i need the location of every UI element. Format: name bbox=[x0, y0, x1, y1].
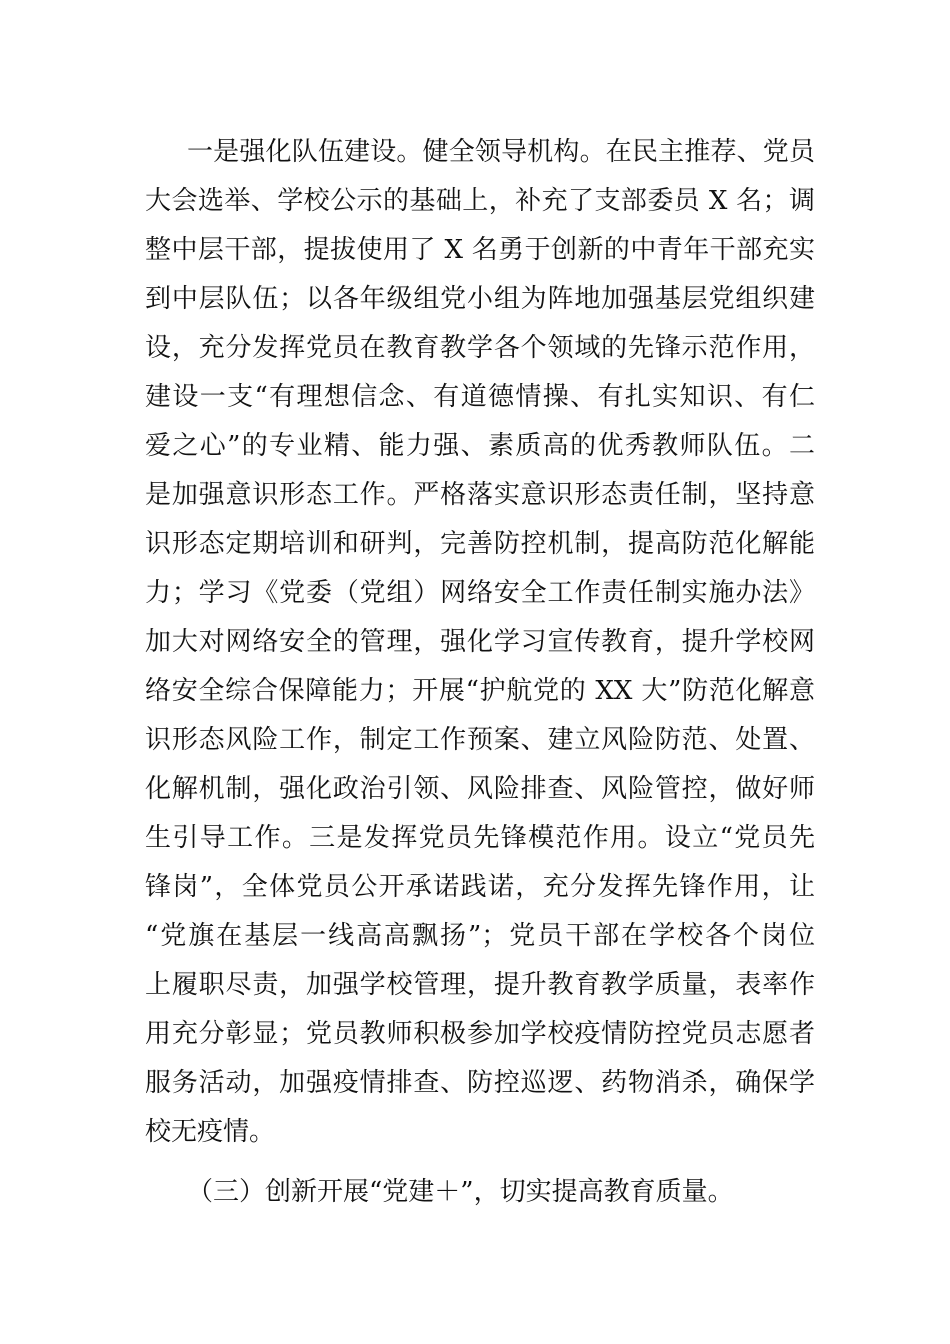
paragraph-line-13: 识形态风险工作，制定工作预案、建立风险防范、处置、 bbox=[145, 725, 815, 755]
paragraph-line-17: “党旗在基层一线高高飘扬”；党员干部在学校各个岗位 bbox=[145, 921, 815, 951]
paragraph-line-21: 校无疫情。 bbox=[145, 1117, 276, 1147]
paragraph-line-16: 锋岗”，全体党员公开承诺践诺，充分发挥先锋作用，让 bbox=[145, 872, 815, 902]
paragraph-line-18: 上履职尽责，加强学校管理，提升教育教学质量，表率作 bbox=[145, 970, 815, 1000]
paragraph-line-12: 络安全综合保障能力；开展“护航党的 XX 大”防范化解意 bbox=[145, 676, 815, 706]
paragraph-line-3: 整中层干部，提拔使用了 X 名勇于创新的中青年干部充实 bbox=[145, 235, 815, 265]
paragraph-line-10: 力；学习《党委（党组）网络安全工作责任制实施办法》 bbox=[145, 578, 815, 608]
paragraph-line-9: 识形态定期培训和研判，完善防控机制，提高防范化解能 bbox=[145, 529, 815, 559]
paragraph-line-20: 服务活动，加强疫情排查、防控巡逻、药物消杀，确保学 bbox=[145, 1068, 815, 1098]
paragraph-line-5: 设，充分发挥党员在教育教学各个领域的先锋示范作用， bbox=[145, 333, 815, 363]
paragraph-line-8: 是加强意识形态工作。严格落实意识形态责任制，坚持意 bbox=[145, 480, 815, 510]
paragraph-line-19: 用充分彰显；党员教师积极参加学校疫情防控党员志愿者 bbox=[145, 1019, 815, 1049]
paragraph-line-11: 加大对网络安全的管理，强化学习宣传教育，提升学校网 bbox=[145, 627, 815, 657]
paragraph-line-15: 生引导工作。三是发挥党员先锋模范作用。设立“党员先 bbox=[145, 823, 815, 853]
paragraph-line-7: 爱之心”的专业精、能力强、素质高的优秀教师队伍。二 bbox=[145, 431, 815, 461]
section-heading-3: （三）创新开展“党建＋”，切实提高教育质量。 bbox=[187, 1177, 734, 1207]
paragraph-line-1: 一是强化队伍建设。健全领导机构。在民主推荐、党员 bbox=[187, 137, 815, 167]
paragraph-line-6: 建设一支“有理想信念、有道德情操、有扎实知识、有仁 bbox=[145, 382, 815, 412]
paragraph-line-14: 化解机制，强化政治引领、风险排查、风险管控，做好师 bbox=[145, 774, 815, 804]
paragraph-line-4: 到中层队伍；以各年级组党小组为阵地加强基层党组织建 bbox=[145, 284, 815, 314]
paragraph-line-2: 大会选举、学校公示的基础上，补充了支部委员 X 名；调 bbox=[145, 186, 815, 216]
